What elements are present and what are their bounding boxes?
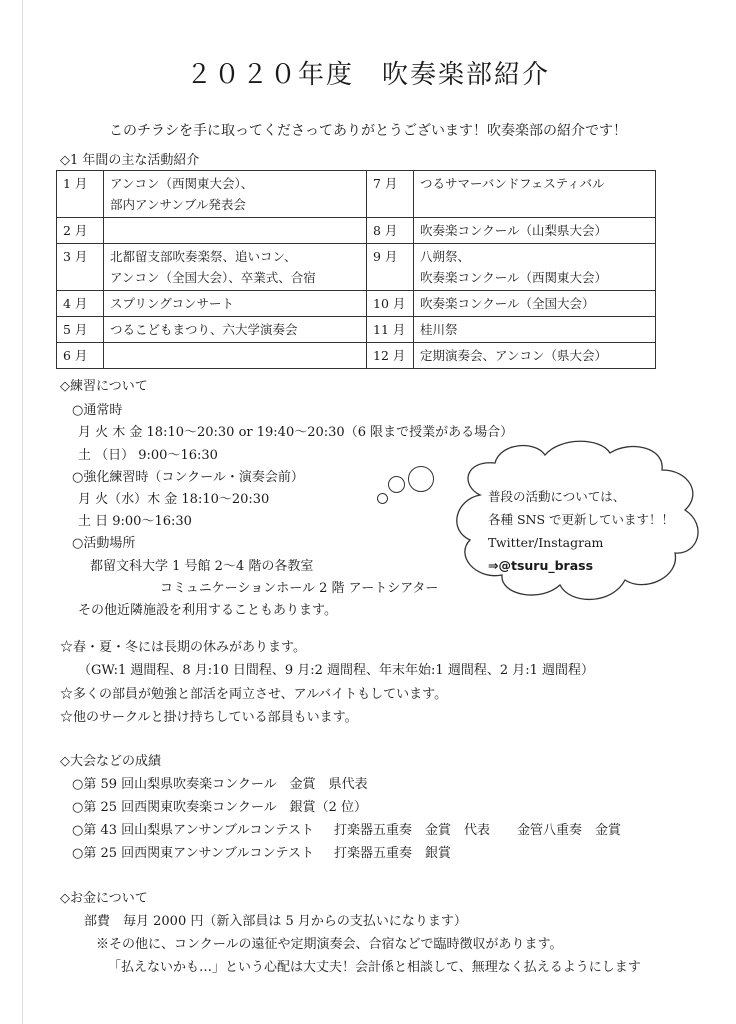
activities-row [57, 171, 656, 218]
month-cell: 1 月 [57, 171, 104, 218]
month-cell: 5 月 [57, 317, 104, 343]
activities-row [57, 343, 656, 369]
event-cell: つるこどもまつり、六大学演奏会 [104, 317, 367, 343]
intensive-line-2: 土 日 9:00～16:30 [78, 514, 192, 529]
sns-handle: ⇒@tsuru_brass [488, 558, 594, 573]
month-cell: 12 月 [367, 343, 414, 369]
money-line-3: 「払えないかも…」という心配は大丈夫！会計係と相談して、無理なく払えるようにします [108, 960, 641, 975]
month-cell: 6 月 [57, 343, 104, 369]
thought-bubble-large [408, 466, 434, 492]
activities-heading: ◇1 年間の主な活動紹介 [60, 153, 200, 168]
practice-heading: ◇練習について [60, 379, 148, 394]
month-cell: 7 月 [367, 171, 414, 218]
page-title: ２０２０年度 吹奏楽部紹介 [185, 60, 550, 90]
money-heading: ◇お金について [60, 891, 148, 906]
event-cell: 定期演奏会、アンコン（県大会） [414, 343, 656, 369]
regular-label: ○通常時 [72, 403, 123, 418]
notes-line-4: ☆他のサークルと掛け持ちしている部員もいます。 [60, 710, 358, 725]
results-line-4b: 打楽器五重奏 銀賞 [334, 846, 452, 861]
place-line-3: その他近隣施設を利用することもあります。 [78, 603, 337, 618]
event-cell: 八朔祭、 吹奏楽コンクール（西関東大会） [414, 244, 656, 291]
activities-row [57, 218, 656, 244]
cloud-message [488, 485, 674, 577]
month-cell: 10 月 [367, 291, 414, 317]
activities-row [57, 317, 656, 343]
money-line-1: 部費 毎月 2000 円（新入部員は 5 月からの支払いになります） [84, 914, 467, 929]
activities-row [57, 244, 656, 291]
results-line-2: ○第 25 回西関東吹奏楽コンクール 銀賞（2 位） [72, 800, 368, 815]
cloud-line-2: 各種 SNS で更新しています！！ [488, 512, 675, 527]
regular-line-2: 土 （日） 9:00～16:30 [78, 448, 218, 463]
notes-line-2: （GW:1 週間程、8 月:10 日間程、9 月:2 週間程、年末年始:1 週間程、2 月:1 週間程） [78, 663, 595, 678]
notes-line-1: ☆春・夏・冬には長期の休みがあります。 [60, 640, 306, 655]
event-cell: 北都留支部吹奏楽祭、追いコン、 アンコン（全国大会）、卒業式、合宿 [104, 244, 367, 291]
activities-row [57, 291, 656, 317]
event-cell [104, 343, 367, 369]
month-cell: 3 月 [57, 244, 104, 291]
event-cell: 桂川祭 [414, 317, 656, 343]
results-line-3c: 金管八重奏 金賞 [517, 823, 622, 838]
page-edge-line [22, 0, 23, 1024]
event-cell: アンコン（西関東大会）、 部内アンサンブル発表会 [104, 171, 367, 218]
intensive-label: ○強化練習時（コンクール・演奏会前） [72, 470, 304, 485]
event-cell [104, 218, 367, 244]
place-line-1: 都留文科大学 1 号館 2～4 階の各教室 [90, 559, 314, 574]
month-cell: 8 月 [367, 218, 414, 244]
place-label: ○活動場所 [72, 536, 136, 551]
results-line-4a: ○第 25 回西関東アンサンブルコンテスト [72, 846, 314, 861]
intro-text: このチラシを手に取ってくださってありがとうございます！吹奏楽部の紹介です！ [109, 123, 627, 139]
event-cell: 吹奏楽コンクール（全国大会） [414, 291, 656, 317]
activities-table [56, 170, 656, 369]
thought-bubble-medium [388, 476, 405, 493]
results-heading: ◇大会などの成績 [60, 754, 161, 769]
cloud-line-3: Twitter/Instagram [488, 535, 604, 550]
regular-line-1: 月 火 木 金 18:10～20:30 or 19:40～20:30（6 限まで授業がある場合） [78, 425, 514, 440]
cloud-line-1: 普段の活動については、 [488, 489, 626, 504]
results-line-3b: 打楽器五重奏 金賞 代表 [334, 823, 491, 838]
intensive-line-1: 月 火（水）木 金 18:10～20:30 [78, 492, 270, 507]
results-line-1: ○第 59 回山梨県吹奏楽コンクール 金賞 県代表 [72, 777, 368, 792]
month-cell: 2 月 [57, 218, 104, 244]
thought-bubble-small [377, 493, 388, 504]
money-line-2: ※その他に、コンクールの遠征や定期演奏会、合宿などで臨時徴収があります。 [96, 937, 563, 952]
place-line-2: コミュニケーションホール 2 階 アートシアター [160, 581, 439, 596]
results-line-3a: ○第 43 回山梨県アンサンブルコンテスト [72, 823, 314, 838]
event-cell: スプリングコンサート [104, 291, 367, 317]
event-cell: つるサマーバンドフェスティバル [414, 171, 656, 218]
month-cell: 11 月 [367, 317, 414, 343]
month-cell: 9 月 [367, 244, 414, 291]
month-cell: 4 月 [57, 291, 104, 317]
notes-line-3: ☆多くの部員が勉強と部活を両立させ、アルバイトもしています。 [60, 687, 448, 702]
event-cell: 吹奏楽コンクール（山梨県大会） [414, 218, 656, 244]
